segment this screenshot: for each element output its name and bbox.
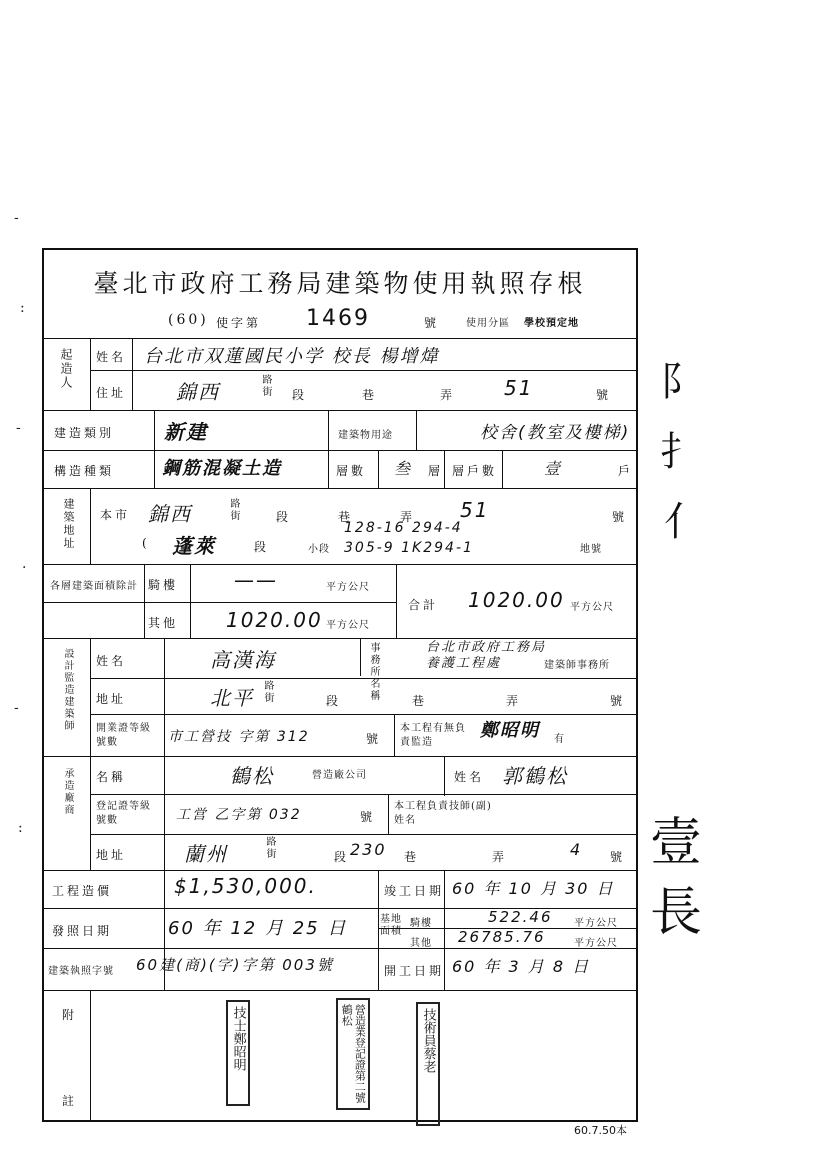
site-city: 本市 (100, 508, 131, 522)
contractor-person-value: 郭鶴松 (502, 764, 568, 788)
zoning-label: 使用分區 (466, 318, 510, 329)
area-arcade-value: —— (234, 568, 278, 592)
print-run-footer: 60.7.50本 (574, 1124, 627, 1137)
scan-mark: - (14, 700, 19, 716)
contractor-address-section-no: 230 (350, 840, 387, 859)
base-other-label: 其他 (410, 938, 432, 949)
area-unit-total: 平方公尺 (570, 602, 614, 613)
permit-label: 建築執照字號 (48, 966, 114, 977)
designer-address-section: 段 (326, 694, 342, 708)
site-lane: 巷 (338, 510, 354, 524)
scan-mark: · (22, 560, 27, 576)
site-alley: 弄 (400, 510, 416, 524)
stamp-technician: 技士鄭昭明 (226, 1000, 250, 1106)
applicant-address-no: 51 (504, 376, 534, 400)
base-other-value: 26785.76 (458, 928, 546, 946)
base-arcade-value: 522.46 (488, 908, 553, 926)
supervisor-label: 本工程有無負責監造 (400, 723, 466, 748)
office-value: 台北市政府工務局養護工程處 (426, 640, 547, 671)
form-title: 臺北市政府工務局建築物使用執照存根 (93, 269, 587, 298)
site-lot-line2: 305-9 1K294-1 (344, 540, 474, 556)
contractor-address-no-label: 號 (610, 850, 626, 864)
contractor-person-label: 姓名 (454, 770, 485, 784)
structure-value: 鋼筋混凝土造 (162, 458, 282, 479)
category-label: 建造類別 (54, 426, 115, 440)
designer-address-lane: 巷 (412, 694, 428, 708)
applicant-section-label: 起造人 (59, 348, 73, 390)
applicant-address-road: 路街 (260, 374, 271, 398)
contractor-address-section: 段 (334, 850, 350, 864)
units-label: 層戶數 (452, 464, 498, 478)
contractor-address-alley: 弄 (492, 850, 508, 864)
site-section: 段 (276, 510, 292, 524)
scan-mark: : (20, 300, 25, 316)
zoning-value: 學校預定地 (524, 318, 579, 329)
area-arcade-label: 騎樓 (148, 578, 179, 592)
site-subsection: 小段 (308, 544, 330, 555)
site-district-section: 段 (254, 540, 270, 554)
permit-number: 1469 (306, 306, 370, 331)
contractor-reg-no-label: 號 (360, 810, 376, 824)
stamp-technician-2: 技術員蔡老 (416, 1002, 440, 1126)
site-street: 錦西 (148, 502, 192, 526)
site-no-label: 號 (612, 510, 628, 524)
applicant-address-lane: 巷 (362, 388, 378, 402)
scan-mark: : (18, 820, 23, 836)
base-area-label: 基地面積 (380, 914, 402, 937)
contractor-section-label: 承造廠商 (62, 768, 73, 816)
units-unit: 戶 (618, 464, 634, 478)
applicant-address-alley: 弄 (440, 388, 456, 402)
floors-label: 層數 (336, 464, 367, 478)
cost-label: 工程造價 (52, 884, 113, 898)
permit-prefix: 使字第 (216, 316, 262, 330)
notes-label-top: 附 (62, 1008, 78, 1022)
site-road: 路街 (228, 498, 239, 522)
base-arcade-unit: 平方公尺 (574, 918, 618, 929)
bleed-through-glyph: 亻 (664, 499, 704, 545)
issue-value: 60 年 12 月 25 日 (168, 918, 348, 939)
units-value: 壹 (544, 459, 563, 478)
contractor-address-no: 4 (570, 840, 583, 859)
site-section-label: 建築地址 (62, 498, 75, 550)
applicant-address-section: 段 (292, 388, 308, 402)
scan-mark: - (16, 420, 21, 436)
applicant-name-label: 姓名 (96, 350, 127, 364)
notes-label-bottom: 註 (62, 1094, 78, 1108)
base-other-unit: 平方公尺 (574, 938, 618, 949)
complete-label: 竣工日期 (384, 884, 445, 898)
site-lot-line1: 128-16 294-4 (344, 520, 463, 536)
site-district: 蓬萊 (172, 534, 216, 558)
contractor-reg-value: 工営 乙字第 032 (176, 807, 302, 823)
supervisor-suffix: 有 (554, 734, 565, 745)
contractor-address-value: 蘭州 (184, 842, 228, 866)
designer-address-road: 路街 (262, 680, 273, 704)
designer-license-value: 市工營技 字第 312 (168, 729, 310, 745)
designer-license-no-label: 號 (366, 732, 382, 746)
area-total-label: 合計 (408, 598, 439, 612)
issue-label: 發照日期 (52, 924, 113, 938)
floors-value: 叁 (394, 459, 413, 478)
category-value: 新建 (164, 420, 208, 444)
contractor-reg-label: 登記證等級號數 (96, 801, 151, 826)
area-label: 各層建築面積除計 (50, 581, 138, 592)
applicant-address-street: 錦西 (176, 380, 220, 404)
office-label: 事務所名稱 (368, 642, 379, 702)
site-no: 51 (460, 498, 490, 522)
structure-label: 構造種類 (54, 464, 115, 478)
designer-section-label: 設計監造建築師 (62, 648, 73, 732)
base-arcade-label: 騎樓 (410, 918, 432, 929)
applicant-address-no-label: 號 (596, 388, 612, 402)
area-unit-arcade: 平方公尺 (326, 582, 370, 593)
contractor-engineer-label: 本工程負責技師(副)姓名 (394, 801, 492, 826)
designer-address-label: 地址 (96, 692, 127, 706)
area-other-value: 1020.00 (226, 608, 323, 632)
contractor-name-suffix: 營造廠公司 (312, 770, 367, 781)
bleed-through-glyph: 阝 (660, 359, 700, 405)
permit-value: 60建(商)(字)字第 003號 (136, 956, 334, 974)
area-other-label: 其他 (148, 616, 179, 630)
complete-value: 60 年 10 月 30 日 (452, 879, 615, 898)
start-value: 60 年 3 月 8 日 (452, 957, 591, 976)
start-label: 開工日期 (384, 964, 445, 978)
building-use-value: 校舍(教室及樓梯) (480, 423, 631, 443)
floors-unit: 層 (428, 464, 444, 478)
bleed-through-glyph: 長 (650, 883, 703, 943)
contractor-name-label: 名稱 (96, 770, 127, 784)
cost-value: $1,530,000. (174, 874, 317, 898)
scan-mark: - (14, 210, 19, 226)
designer-license-label: 開業證等級號數 (96, 723, 151, 748)
building-use-label: 建築物用途 (338, 430, 393, 441)
site-lot-label: 地號 (580, 544, 602, 555)
permit-year: (60) (168, 312, 209, 328)
applicant-name-value: 台北市双蓮國民小学 校長 楊增煒 (144, 346, 440, 367)
contractor-name-value: 鶴松 (230, 764, 274, 788)
bleed-through-glyph: 壹 (650, 813, 703, 873)
designer-address-value: 北平 (210, 686, 254, 710)
stamp-contractor: 營造業登記證第二號鶴松 (336, 998, 370, 1110)
designer-name-value: 高漢海 (210, 648, 276, 672)
bleed-through-glyph: 扌 (660, 429, 700, 475)
permit-form: 臺北市政府工務局建築物使用執照存根 (60) 使字第 1469 號 使用分區 學校預定地 起造人 姓名 台北市双蓮國民小学 校長 楊增煒 住址 錦西 路街 段 巷 弄 51 號 建造類別 新建 建築物用途 校舍(教室及樓梯) 構造種類 鋼筋混凝土造 層數 叁 層 層戶數 壹 戶 建築地址 本市 錦西 路街 段 巷 弄 51 號 ( 蓬萊 段 小段 128-16 294-4 305-9 1K294-1 地號 各層建築面積除計 騎樓 —— 平方公尺 其他 1020.00 平方公尺 合計 1020.00 平方公尺 設計監造建築師 姓名 高漢海 事務所名稱 台北市政府工務局養護工程處 建築師事務所 地址 北平 路街 段 巷 弄 號 開業證等級號數 市工營技 字第 312 號 本工程有無負責監造 鄭昭明 有 承造廠商 名稱 鶴松 營造廠公司 姓名 郭鶴松 登記證等級號數 工営 乙字第 032 號 本工程負責技師(副)姓名 地址 蘭州 路街 段 230 巷 弄 4 號 工程造價 $1,530,000. 竣工日期 60 年 10 月 30 日 發照日期 60 年 12 月 25 日 基地面積 騎樓 522.46 平方公尺 其他 26785.76 平方公尺 建築執照字號 60建(商)(字)字第 003號 開工日期 60 年 3 月 8 日 附 註 技士鄭昭明 營造業登記證第二號鶴松 技術員蔡老 (42, 248, 638, 1122)
designer-address-no-label: 號 (610, 694, 626, 708)
permit-suffix: 號 (424, 316, 440, 330)
office-suffix: 建築師事務所 (544, 660, 610, 671)
contractor-address-lane: 巷 (404, 850, 420, 864)
designer-address-alley: 弄 (506, 694, 522, 708)
contractor-address-road: 路街 (264, 836, 275, 860)
area-unit-other: 平方公尺 (326, 620, 370, 631)
applicant-address-label: 住址 (96, 386, 127, 400)
supervisor-value: 鄭昭明 (480, 720, 540, 741)
designer-name-label: 姓名 (96, 654, 127, 668)
area-total-value: 1020.00 (468, 588, 565, 612)
contractor-address-label: 地址 (96, 848, 127, 862)
